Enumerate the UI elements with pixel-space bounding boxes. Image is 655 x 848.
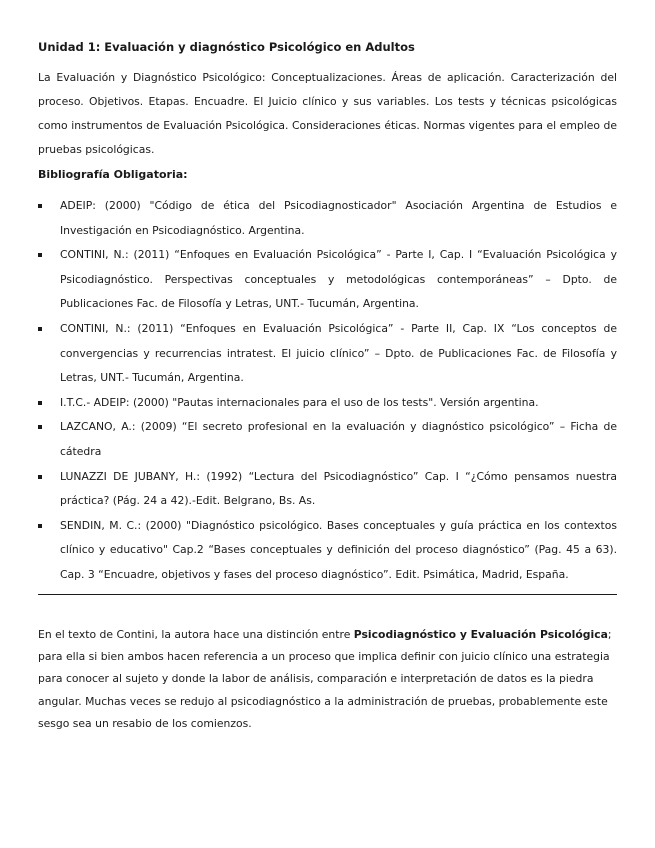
bullet-icon	[38, 401, 42, 405]
contini-paragraph	[38, 624, 617, 736]
bibliography-item	[38, 465, 617, 514]
bibliography-item	[38, 514, 617, 588]
bibliography-item-text: LAZCANO, A.: (2009) “El secreto profesional en la evaluación y diagnóstico psicológico” – Ficha de cátedra	[60, 420, 617, 458]
bibliography-item	[38, 415, 617, 464]
paragraph-lead: En el texto de Contini, la autora hace una distinción entre	[38, 627, 354, 641]
bibliography-item	[38, 391, 617, 416]
bullet-icon	[38, 327, 42, 331]
bibliography-item-text: LUNAZZI DE JUBANY, H.: (1992) “Lectura del Psicodiagnóstico” Cap. I “¿Cómo pensamos nuestra práctica? (Pág. 24 a 42).-Edit. Belgrano, Bs. As.	[60, 469, 617, 508]
bullet-icon	[38, 253, 42, 257]
bibliography-item	[38, 243, 617, 317]
bibliography-item-text: CONTINI, N.: (2011) “Enfoques en Evaluación Psicológica” - Parte II, Cap. IX “Los conceptos de convergencias y recurrencias intratest. El juicio clínico” – Dpto. de Publicaciones Fac. de Filosofía y Letras, UNT.- Tucumán, Argentina.	[60, 321, 617, 385]
unit-intro: La Evaluación y Diagnóstico Psicológico: Conceptualizaciones. Áreas de aplicación. Caracterización del proceso. Objetivos. Etapas. Encuadre. El Juicio clínico y sus variables. Los tests y técnicas psicológicas como instrumentos de Evaluación Psicológica. Consideraciones éticas. Normas vigentes para el empleo de pruebas psicológicas.	[38, 71, 617, 156]
paragraph-bold-term: Psicodiagnóstico y Evaluación Psicológica	[353, 627, 608, 641]
bullet-icon	[38, 204, 42, 208]
bullet-icon	[38, 425, 42, 429]
bibliography-item-text: I.T.C.- ADEIP: (2000) "Pautas internacionales para el uso de los tests". Versión argentina.	[60, 395, 539, 409]
bibliography-item	[38, 194, 617, 243]
bullet-icon	[38, 524, 42, 528]
paragraph-rest: ; para ella si bien ambos hacen referencia a un proceso que implica definir con juicio clínico una estrategia para conocer al sujeto y donde la labor de análisis, comparación e interpretación de datos es la piedra angular. Muchas veces se redujo al psicodiagnóstico a la administración de pruebas, probablemente este sesgo sea un resabio de los comienzos.	[38, 627, 612, 731]
bibliography-item-text: CONTINI, N.: (2011) “Enfoques en Evaluación Psicológica” - Parte I, Cap. I “Evaluación Psicológica y Psicodiagnóstico. Perspectivas conceptuales y metodológicas contemporáneas” – Dpto. de Publicaciones Fac. de Filosofía y Letras, UNT.- Tucumán, Argentina.	[60, 248, 617, 311]
bibliography-item-text: SENDIN, M. C.: (2000) "Diagnóstico psicológico. Bases conceptuales y guía práctica en los contextos clínico y educativo" Cap.2 “Bases conceptuales y definición del proceso diagnóstico” (Pag. 45 a 63). Cap. 3 “Encuadre, objetivos y fases del proceso diagnóstico”. Edit. Psimática, Madrid, España.	[60, 518, 617, 581]
bibliography-heading: Bibliografía Obligatoria:	[38, 168, 188, 181]
bibliography-item-text: ADEIP: (2000) "Código de ética del Psicodiagnosticador" Asociación Argentina de Estudios e Investigación en Psicodiagnóstico. Argentina.	[60, 199, 617, 237]
bibliography-item	[38, 317, 617, 391]
section-divider	[38, 594, 617, 595]
unit-title: Unidad 1: Evaluación y diagnóstico Psicológico en Adultos	[38, 40, 415, 54]
bullet-icon	[38, 475, 42, 479]
bibliography-list	[38, 194, 617, 588]
